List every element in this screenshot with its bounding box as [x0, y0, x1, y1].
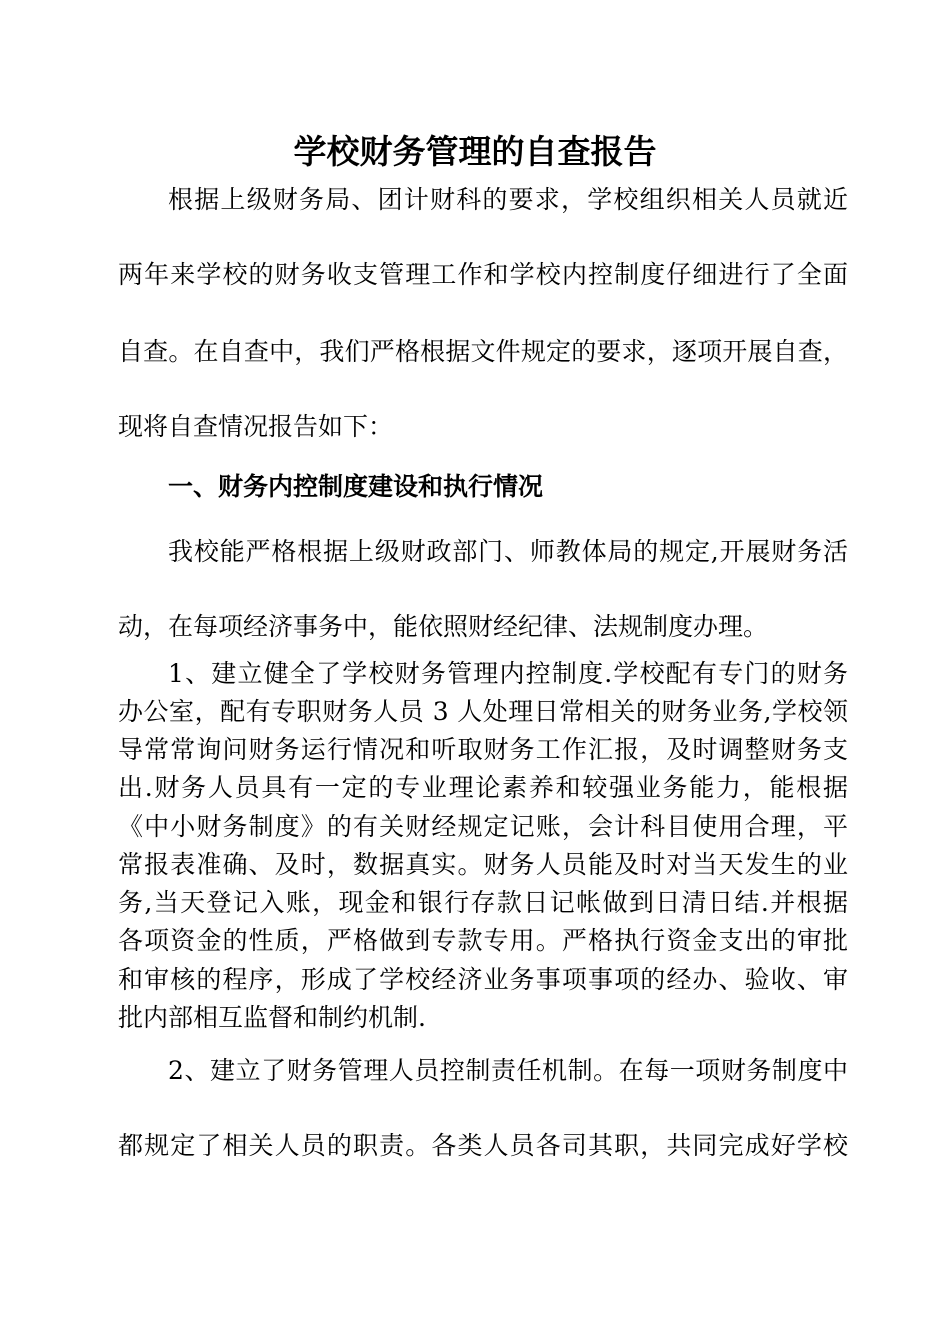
- item1-line-7: 务,当天登记入账，现金和银行存款日记帐做到日清日结.并根据: [118, 888, 848, 917]
- item1-line-2: 办公室，配有专职财务人员 3 人处理日常相关的财务业务,学校领: [118, 697, 848, 726]
- item1-line-5: 《中小财务制度》的有关财经规定记账，会计科目使用合理，平: [118, 812, 848, 841]
- item1-line-8: 各项资金的性质，严格做到专款专用。严格执行资金支出的审批: [118, 926, 848, 955]
- intro-line-3: 自查。在自查中，我们严格根据文件规定的要求，逐项开展自查，: [118, 337, 848, 366]
- item1-line-10: 批内部相互监督和制约机制.: [118, 1003, 426, 1032]
- section-heading: 一、财务内控制度建设和执行情况: [168, 472, 544, 501]
- intro-line-1: 根据上级财务局、团计财科的要求，学校组织相关人员就近: [168, 185, 848, 214]
- intro-line-4: 现将自查情况报告如下：: [118, 412, 394, 441]
- intro-line-2: 两年来学校的财务收支管理工作和学校内控制度仔细进行了全面: [118, 260, 848, 289]
- item1-line-3: 导常常询问财务运行情况和听取财务工作汇报，及时调整财务支: [118, 735, 848, 764]
- section-intro-line-1: 我校能严格根据上级财政部门、师教体局的规定,开展财务活: [168, 537, 848, 566]
- item2-line-2: 都规定了相关人员的职责。各类人员各司其职，共同完成好学校: [118, 1131, 848, 1160]
- item1-line-1: 1、建立健全了学校财务管理内控制度.学校配有专门的财务: [168, 659, 848, 688]
- item2-line-1: 2、建立了财务管理人员控制责任机制。在每一项财务制度中: [168, 1056, 848, 1085]
- page-title: 学校财务管理的自查报告: [293, 132, 657, 171]
- item1-line-6: 常报表准确、及时，数据真实。财务人员能及时对当天发生的业: [118, 850, 848, 879]
- item1-line-4: 出.财务人员具有一定的专业理论素养和较强业务能力，能根据: [118, 773, 848, 802]
- item1-line-9: 和审核的程序，形成了学校经济业务事项事项的经办、验收、审: [118, 965, 848, 994]
- section-intro-line-2: 动，在每项经济事务中，能依照财经纪律、法规制度办理。: [118, 612, 769, 641]
